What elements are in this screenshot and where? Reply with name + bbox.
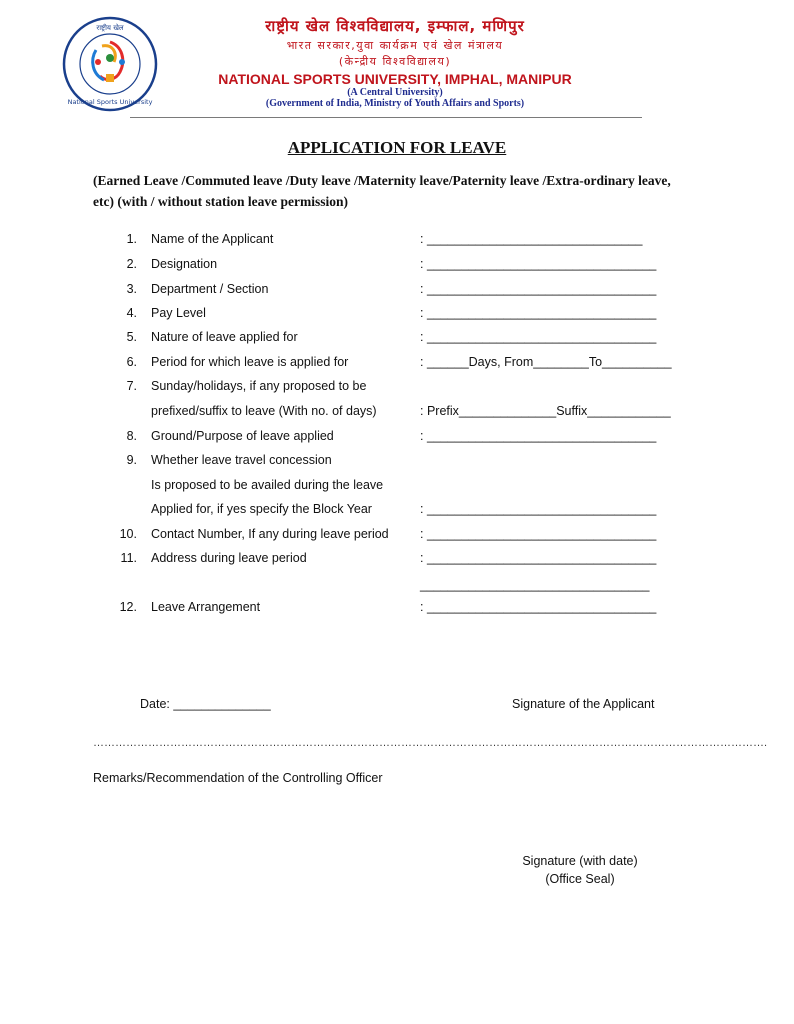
row-number: 9.	[126, 453, 137, 467]
central-university-subtitle: (A Central University)	[347, 87, 443, 98]
row-number: 10.	[119, 527, 137, 541]
form-row	[0, 453, 770, 473]
field-blank[interactable]: : _________________________________	[420, 429, 657, 443]
field-blank[interactable]: _________________________________	[420, 578, 650, 592]
row-number: 4.	[126, 306, 137, 320]
form-row	[0, 404, 770, 424]
government-subtitle: (Government of India, Ministry of Youth Affairs and Sports)	[265, 98, 525, 109]
form-row	[0, 306, 770, 326]
field-label: Sunday/holidays, if any proposed to be	[151, 379, 367, 393]
field-blank[interactable]: : _______________________________	[420, 232, 643, 246]
field-blank[interactable]: : Prefix______________Suffix____________	[420, 404, 671, 418]
field-blank[interactable]: : _________________________________	[420, 551, 657, 565]
field-label: Address during leave period	[151, 551, 307, 565]
field-blank[interactable]: : _________________________________	[420, 257, 657, 271]
field-label: Department / Section	[151, 282, 269, 296]
row-number: 6.	[126, 355, 137, 369]
svg-text:राष्ट्रीय खेल: राष्ट्रीय खेल	[96, 24, 124, 32]
field-blank[interactable]: : _________________________________	[420, 306, 657, 320]
remarks-label: Remarks/Recommendation of the Controlling Officer	[93, 771, 383, 785]
field-label: Is proposed to be availed during the leave	[151, 478, 384, 492]
header-divider	[130, 117, 642, 118]
field-label: Contact Number, If any during leave period	[151, 527, 389, 541]
officer-signature-block	[520, 852, 640, 888]
field-blank[interactable]: : _________________________________	[420, 330, 657, 344]
form-row	[0, 379, 770, 399]
hindi-central-university: (केन्द्रीय विश्वविद्यालय)	[338, 55, 452, 68]
dotted-separator: ………………………………………………………………………………………………………………………………………………………………….	[93, 737, 768, 749]
form-row	[0, 355, 770, 375]
form-row	[0, 551, 770, 571]
form-row	[0, 429, 770, 449]
form-title: APPLICATION FOR LEAVE	[287, 138, 507, 157]
form-row	[0, 282, 770, 302]
hindi-university-name: राष्ट्रीय खेल विश्वविद्यालय, इम्फाल, मणिपुर	[265, 17, 525, 35]
field-label: Applied for, if yes specify the Block Year	[151, 502, 372, 516]
office-seal-label: (Office Seal)	[545, 872, 615, 886]
form-row	[0, 232, 770, 252]
leave-types-intro: (Earned Leave /Commuted leave /Duty leave /Maternity leave/Paternity leave /Extra-ordinary leave, etc) (with / without station leave permission)	[93, 173, 671, 209]
field-label: Designation	[151, 257, 218, 271]
field-label: Whether leave travel concession	[151, 453, 332, 467]
field-blank[interactable]: : ______Days, From________To__________	[420, 355, 672, 369]
row-number: 1.	[126, 232, 137, 246]
field-label: Leave Arrangement	[151, 600, 261, 614]
field-label: Nature of leave applied for	[151, 330, 298, 344]
row-number: 5.	[126, 330, 137, 344]
row-number: 12.	[119, 600, 137, 614]
form-row	[0, 600, 770, 620]
row-number: 7.	[126, 379, 137, 393]
field-label: prefixed/suffix to leave (With no. of days)	[151, 404, 377, 418]
svg-text:National Sports University: National Sports University	[67, 98, 153, 106]
date-field[interactable]: Date: ______________	[140, 697, 271, 711]
english-university-name: NATIONAL SPORTS UNIVERSITY, IMPHAL, MANIPUR	[218, 71, 572, 87]
applicant-signature-label: Signature of the Applicant	[512, 697, 655, 711]
form-row	[0, 478, 770, 498]
row-number: 8.	[126, 429, 137, 443]
field-label: Period for which leave is applied for	[151, 355, 349, 369]
field-blank[interactable]: : _________________________________	[420, 282, 657, 296]
signature-with-date-label: Signature (with date)	[522, 854, 638, 868]
field-label: Pay Level	[151, 306, 206, 320]
form-row	[0, 502, 770, 522]
hindi-ministry-line: भारत सरकार,युवा कार्यक्रम एवं खेल मंत्रालय	[286, 39, 504, 52]
field-label: Name of the Applicant	[151, 232, 274, 246]
form-row	[0, 257, 770, 277]
form-row	[0, 578, 770, 598]
field-label: Ground/Purpose of leave applied	[151, 429, 334, 443]
row-number: 11.	[120, 551, 137, 565]
row-number: 2.	[126, 257, 137, 271]
field-blank[interactable]: : _________________________________	[420, 600, 657, 614]
form-row	[0, 330, 770, 350]
field-blank[interactable]: : _________________________________	[420, 502, 657, 516]
row-number: 3.	[126, 282, 137, 296]
form-row	[0, 527, 770, 547]
field-blank[interactable]: : _________________________________	[420, 527, 657, 541]
